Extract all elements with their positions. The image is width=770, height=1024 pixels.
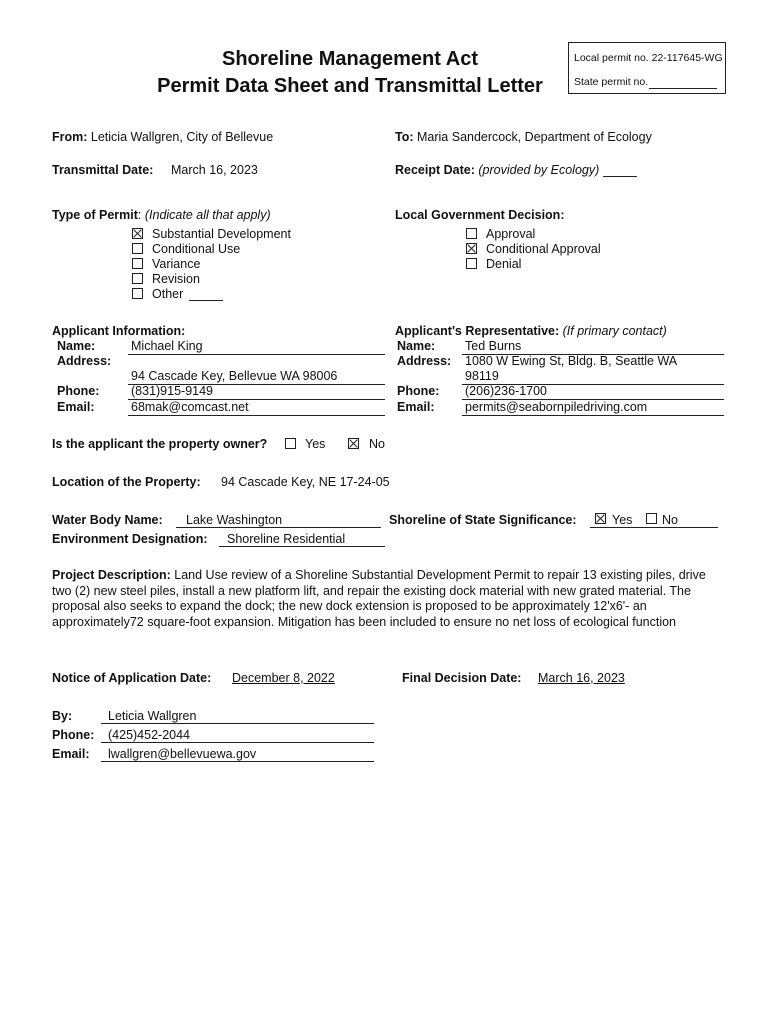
permit-type-option-checkbox[interactable] xyxy=(132,258,143,269)
applicant-name-field[interactable]: Michael King xyxy=(128,339,385,355)
location-label: Location of the Property: xyxy=(52,475,201,489)
decision-option-label: Denial xyxy=(486,257,522,271)
notice-date-value: December 8, 2022 xyxy=(232,671,335,685)
permit-type-option-label: Variance xyxy=(152,257,201,271)
water-body-label: Water Body Name: xyxy=(52,513,163,527)
owner-question: Is the applicant the property owner? xyxy=(52,437,268,451)
signoff-phone-field[interactable]: (425)452-2044 xyxy=(101,728,374,743)
permit-type-option-checkbox[interactable] xyxy=(132,243,143,254)
decision-heading: Local Government Decision: xyxy=(395,208,565,222)
decision-option-label: Conditional Approval xyxy=(486,242,601,256)
decision-option-checkbox[interactable] xyxy=(466,243,477,254)
to-row: To: Maria Sandercock, Department of Ecology xyxy=(395,130,652,144)
decision-option-label: Approval xyxy=(486,227,536,241)
local-permit-number: Local permit no. 22-117645-WG xyxy=(574,52,723,64)
state-permit-field[interactable] xyxy=(649,76,717,89)
representative-name-field[interactable]: Ted Burns xyxy=(462,339,724,355)
other-permit-field[interactable] xyxy=(189,287,223,301)
project-description: Project Description: Land Use review of a Shoreline Substantial Development Permit to repair 13 existing piles, drive two (2) new steel piles, install a new platform lift, and repair the existing dock material with new grated material. The proposal also seeks to expand the dock; the new dock extension is proposed to be approximately 12'x6'- an approximately72 square-foot expansion. Mitigation has been included to ensure no net loss of ecological function xyxy=(52,568,706,629)
representative-phone-field[interactable]: (206)236-1700 xyxy=(462,384,724,400)
permit-type-option-checkbox[interactable] xyxy=(132,273,143,284)
from-row: From: Leticia Wallgren, City of Bellevue xyxy=(52,130,274,144)
representative-address-line1: 1080 W Ewing St, Bldg. B, Seattle WA xyxy=(465,354,678,368)
applicant-heading: Applicant Information: xyxy=(52,324,186,338)
permit-type-option-checkbox[interactable] xyxy=(132,228,143,239)
permit-type-heading: Type of Permit: (Indicate all that apply) xyxy=(52,208,271,222)
applicant-email-field[interactable]: 68mak@comcast.net xyxy=(128,400,385,416)
permit-type-option-checkbox[interactable] xyxy=(132,288,143,299)
owner-yes-checkbox[interactable] xyxy=(285,438,296,449)
permit-type-option-label: Other xyxy=(152,287,184,301)
permit-type-option-label: Substantial Development xyxy=(152,227,291,241)
environment-field[interactable]: Shoreline Residential xyxy=(219,532,385,547)
transmittal-date-label: Transmittal Date: xyxy=(52,163,154,177)
representative-address-field[interactable]: 98119 xyxy=(462,369,724,385)
decision-option-checkbox[interactable] xyxy=(466,258,477,269)
shoreline-yes-checkbox[interactable] xyxy=(595,513,606,524)
notice-date-label: Notice of Application Date: xyxy=(52,671,212,685)
applicant-phone-field[interactable]: (831)915-9149 xyxy=(128,384,385,400)
receipt-date-row: Receipt Date: (provided by Ecology) xyxy=(395,163,600,177)
representative-email-field[interactable]: permits@seabornpiledriving.com xyxy=(462,400,724,416)
environment-label: Environment Designation: xyxy=(52,532,208,546)
permit-type-option-label: Revision xyxy=(152,272,200,286)
water-body-field[interactable]: Lake Washington xyxy=(176,513,381,528)
location-value: 94 Cascade Key, NE 17-24-05 xyxy=(221,475,390,489)
shoreline-no-checkbox[interactable] xyxy=(646,513,657,524)
from-value: Leticia Wallgren, City of Bellevue xyxy=(90,130,274,144)
permit-type-option-label: Conditional Use xyxy=(152,242,241,256)
final-decision-value: March 16, 2023 xyxy=(538,671,625,685)
shoreline-significance-label: Shoreline of State Significance: xyxy=(389,513,577,527)
final-decision-label: Final Decision Date: xyxy=(402,671,522,685)
page-title: Shoreline Management Act Permit Data Sheet and Transmittal Letter xyxy=(157,48,543,97)
applicant-address-field[interactable]: 94 Cascade Key, Bellevue WA 98006 xyxy=(128,369,385,385)
transmittal-date-value: March 16, 2023 xyxy=(171,163,258,177)
signoff-by-field[interactable]: Leticia Wallgren xyxy=(101,709,374,724)
representative-heading: Applicant's Representative: (If primary contact) xyxy=(395,324,667,338)
signoff-email-field[interactable]: lwallgren@bellevuewa.gov xyxy=(101,747,374,762)
owner-no-checkbox[interactable] xyxy=(348,438,359,449)
permit-number-box xyxy=(568,42,726,94)
state-permit-label: State permit no. xyxy=(574,76,649,88)
decision-option-checkbox[interactable] xyxy=(466,228,477,239)
to-value: Maria Sandercock, Department of Ecology xyxy=(417,130,652,144)
receipt-date-field[interactable] xyxy=(603,163,637,177)
